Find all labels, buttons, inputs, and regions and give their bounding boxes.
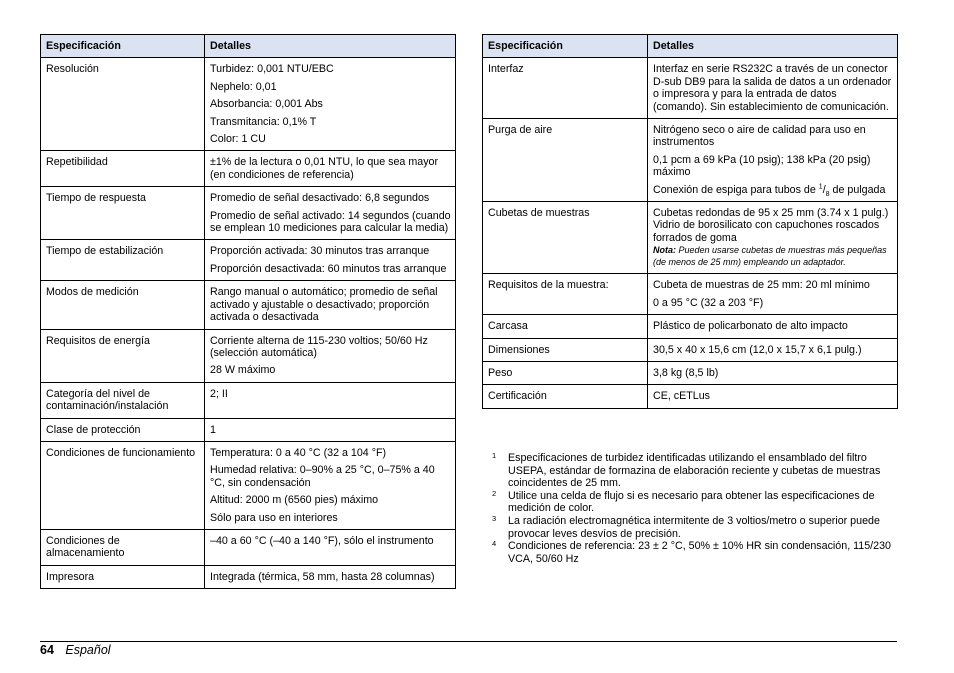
spec-details [648, 338, 898, 361]
detail-line: 3,8 kg (8,5 lb) [653, 366, 719, 379]
detail-line: Cubeta de muestras de 25 mm: 20 ml mínimo [653, 279, 870, 292]
note-text: Pueden usarse cubetas de muestras más pequeñas (de menos de 25 mm) empleando un adaptador. [653, 245, 887, 267]
detail-line: ±1% de la lectura o 0,01 NTU, lo que sea mayor (en condiciones de referencia) [210, 156, 439, 181]
spec-name: Tiempo de estabilización [41, 240, 205, 281]
detail-line: Rango manual o automático; promedio de señal activado y ajustable o desactivado; proporción activada o desactivada [210, 286, 438, 324]
spec-details [648, 119, 898, 202]
table-row [41, 441, 456, 529]
detail-line: Color: 1 CU [210, 133, 266, 146]
spec-details [205, 151, 456, 187]
detail-line: CE, cETLus [653, 390, 711, 403]
table-row [483, 274, 898, 315]
spec-details [205, 565, 456, 588]
spec-name: Peso [483, 361, 648, 384]
detail-line: Transmitancia: 0,1% T [210, 115, 317, 128]
detail-line: 0,1 pcm a 69 kPa (10 psig); 138 kPa (20 psig) máximo [653, 153, 871, 179]
fraction-numerator: 1 [818, 183, 823, 191]
footnote-number: 3 [492, 513, 497, 523]
detail-line: 28 W máximo [210, 364, 276, 377]
footnote-text: Especificaciones de turbidez identificadas utilizando el ensamblado del filtro USEPA, estándar de formazina de elaboración reciente y cubetas de muestras coincidentes de 25 mm. [508, 452, 881, 490]
detail-line: Sólo para uso en interiores [210, 511, 338, 524]
spec-name: Dimensiones [483, 338, 648, 361]
spec-table-right [482, 34, 898, 409]
detail-line: 30,5 x 40 x 15,6 cm (12,0 x 15,7 x 6,1 pulg.) [653, 343, 862, 356]
table-row [483, 338, 898, 361]
detail-line: 0 a 95 °C (32 a 203 °F) [653, 296, 764, 309]
footnote [492, 515, 900, 540]
detail-line: –40 a 60 °C (–40 a 140 °F), sólo el instrumento [210, 534, 434, 547]
detail-line: 2; II [210, 387, 228, 400]
note-label: Nota: [653, 245, 676, 256]
detail-line: Proporción desactivada: 60 minutos tras arranque [210, 262, 447, 275]
table-row [41, 151, 456, 187]
spec-details [205, 382, 456, 418]
spec-name: Resolución [41, 58, 205, 151]
spec-name: Clase de protección [41, 418, 205, 441]
table-row [41, 58, 456, 151]
detail-line: Corriente alterna de 115-230 voltios; 50/60 Hz (selección automática) [210, 334, 428, 359]
spec-name: Tiempo de respuesta [41, 187, 205, 240]
footnote-text: Utilice una celda de flujo si es necesario para obtener las especificaciones de medición de color. [508, 489, 875, 515]
detail-line: Proporción activada: 30 minutos tras arranque [210, 245, 430, 258]
spec-details [648, 315, 898, 338]
spec-name: Repetibilidad [41, 151, 205, 187]
table-row [483, 315, 898, 338]
spec-name: Cubetas de muestras [483, 202, 648, 274]
spec-name: Requisitos de energía [41, 329, 205, 382]
spec-name: Categoría del nivel de contaminación/instalación [41, 382, 205, 418]
detail-line: 1 [210, 423, 216, 436]
spec-details [648, 274, 898, 315]
detail-line: Nitrógeno seco o aire de calidad para uso en instrumentos [653, 124, 866, 149]
spec-details [205, 281, 456, 329]
spec-details [205, 329, 456, 382]
spec-name: Requisitos de la muestra: [483, 274, 648, 315]
spec-name: Modos de medición [41, 281, 205, 329]
table-row [41, 382, 456, 418]
table-header-row [41, 35, 456, 58]
header-details: Detalles [205, 35, 456, 58]
detail-line: Interfaz en serie RS232C a través de un conector D-sub DB9 para la salida de datos a un ordenador o impresora y para la entrada de datos (comando). Sin establecimiento de comunicación. [653, 63, 892, 113]
footer-divider [40, 641, 897, 642]
detail-line: Absorbancia: 0,001 Abs [210, 98, 323, 111]
spec-name: Certificación [483, 385, 648, 408]
spec-name: Purga de aire [483, 119, 648, 202]
table-row [483, 58, 898, 119]
table-row [41, 329, 456, 382]
header-details: Detalles [648, 35, 898, 58]
spec-details [648, 202, 898, 274]
footnote [492, 452, 900, 490]
detail-line: Integrada (térmica, 58 mm, hasta 28 columnas) [210, 570, 435, 583]
page-number: 64 [40, 643, 54, 657]
spec-name: Condiciones de almacenamiento [41, 529, 205, 565]
table-row [483, 119, 898, 202]
fraction-denominator: 8 [825, 190, 830, 198]
table-row [483, 385, 898, 408]
table-row [483, 361, 898, 384]
spec-name: Interfaz [483, 58, 648, 119]
footnote-text: La radiación electromagnética intermitente de 3 voltios/metro o superior puede provocar leves desvíos de precisión. [508, 514, 880, 540]
footnote [492, 490, 900, 515]
spec-details [205, 418, 456, 441]
header-spec: Especificación [41, 35, 205, 58]
detail-line: Plástico de policarbonato de alto impacto [653, 320, 848, 333]
spec-name: Impresora [41, 565, 205, 588]
detail-line: Temperatura: 0 a 40 °C (32 a 104 °F) [210, 446, 387, 459]
spec-details [648, 385, 898, 408]
footnotes [492, 452, 900, 565]
footnote-number: 1 [492, 451, 497, 460]
note [653, 245, 893, 268]
footnote-number: 4 [492, 539, 497, 549]
detail-line: Cubetas redondas de 95 x 25 mm (3.74 x 1 pulg.) Vidrio de borosilicato con capuchones roscados forrados de goma [653, 207, 889, 244]
detail-line: Altitud: 2000 m (6560 pies) máximo [210, 494, 379, 507]
spec-details [205, 187, 456, 240]
spec-details [205, 58, 456, 151]
spec-name: Condiciones de funcionamiento [41, 441, 205, 529]
spec-table-left [40, 34, 456, 589]
footnote [492, 540, 900, 565]
spec-details [205, 529, 456, 565]
table-row [41, 529, 456, 565]
page-language: Español [65, 643, 111, 657]
detail-line-fitting: Conexión de espiga para tubos de $^1/_8$ de pulgada [653, 183, 886, 198]
detail-line: Nephelo: 0,01 [210, 80, 277, 93]
detail-line: Turbidez: 0,001 NTU/EBC [210, 63, 334, 76]
header-spec: Especificación [483, 35, 648, 58]
spec-details [205, 441, 456, 529]
detail-line: Promedio de señal activado: 14 segundos (cuando se emplean 10 mediciones para calcular la media) [210, 209, 451, 235]
table-row [41, 565, 456, 588]
table-row [41, 418, 456, 441]
detail-line: Humedad relativa: 0–90% a 25 °C, 0–75% a 40 °C, sin condensación [210, 464, 435, 489]
table-header-row [483, 35, 898, 58]
spec-details [205, 240, 456, 281]
fitting-suffix: de pulgada [829, 183, 886, 196]
table-row [41, 187, 456, 240]
spec-details [648, 361, 898, 384]
spec-name: Carcasa [483, 315, 648, 338]
footnote-text: Condiciones de referencia: 23 ± 2 °C, 50% ± 10% HR sin condensación, 115/230 VCA, 50/60 Hz [508, 540, 891, 565]
detail-line: Promedio de señal desactivado: 6,8 segundos [210, 192, 430, 205]
spec-details [648, 58, 898, 119]
page-footer [40, 643, 111, 657]
table-row [41, 240, 456, 281]
table-row [483, 202, 898, 274]
fitting-prefix: Conexión de espiga para tubos de [653, 183, 819, 196]
footnote-number: 2 [492, 488, 497, 498]
table-row [41, 281, 456, 329]
